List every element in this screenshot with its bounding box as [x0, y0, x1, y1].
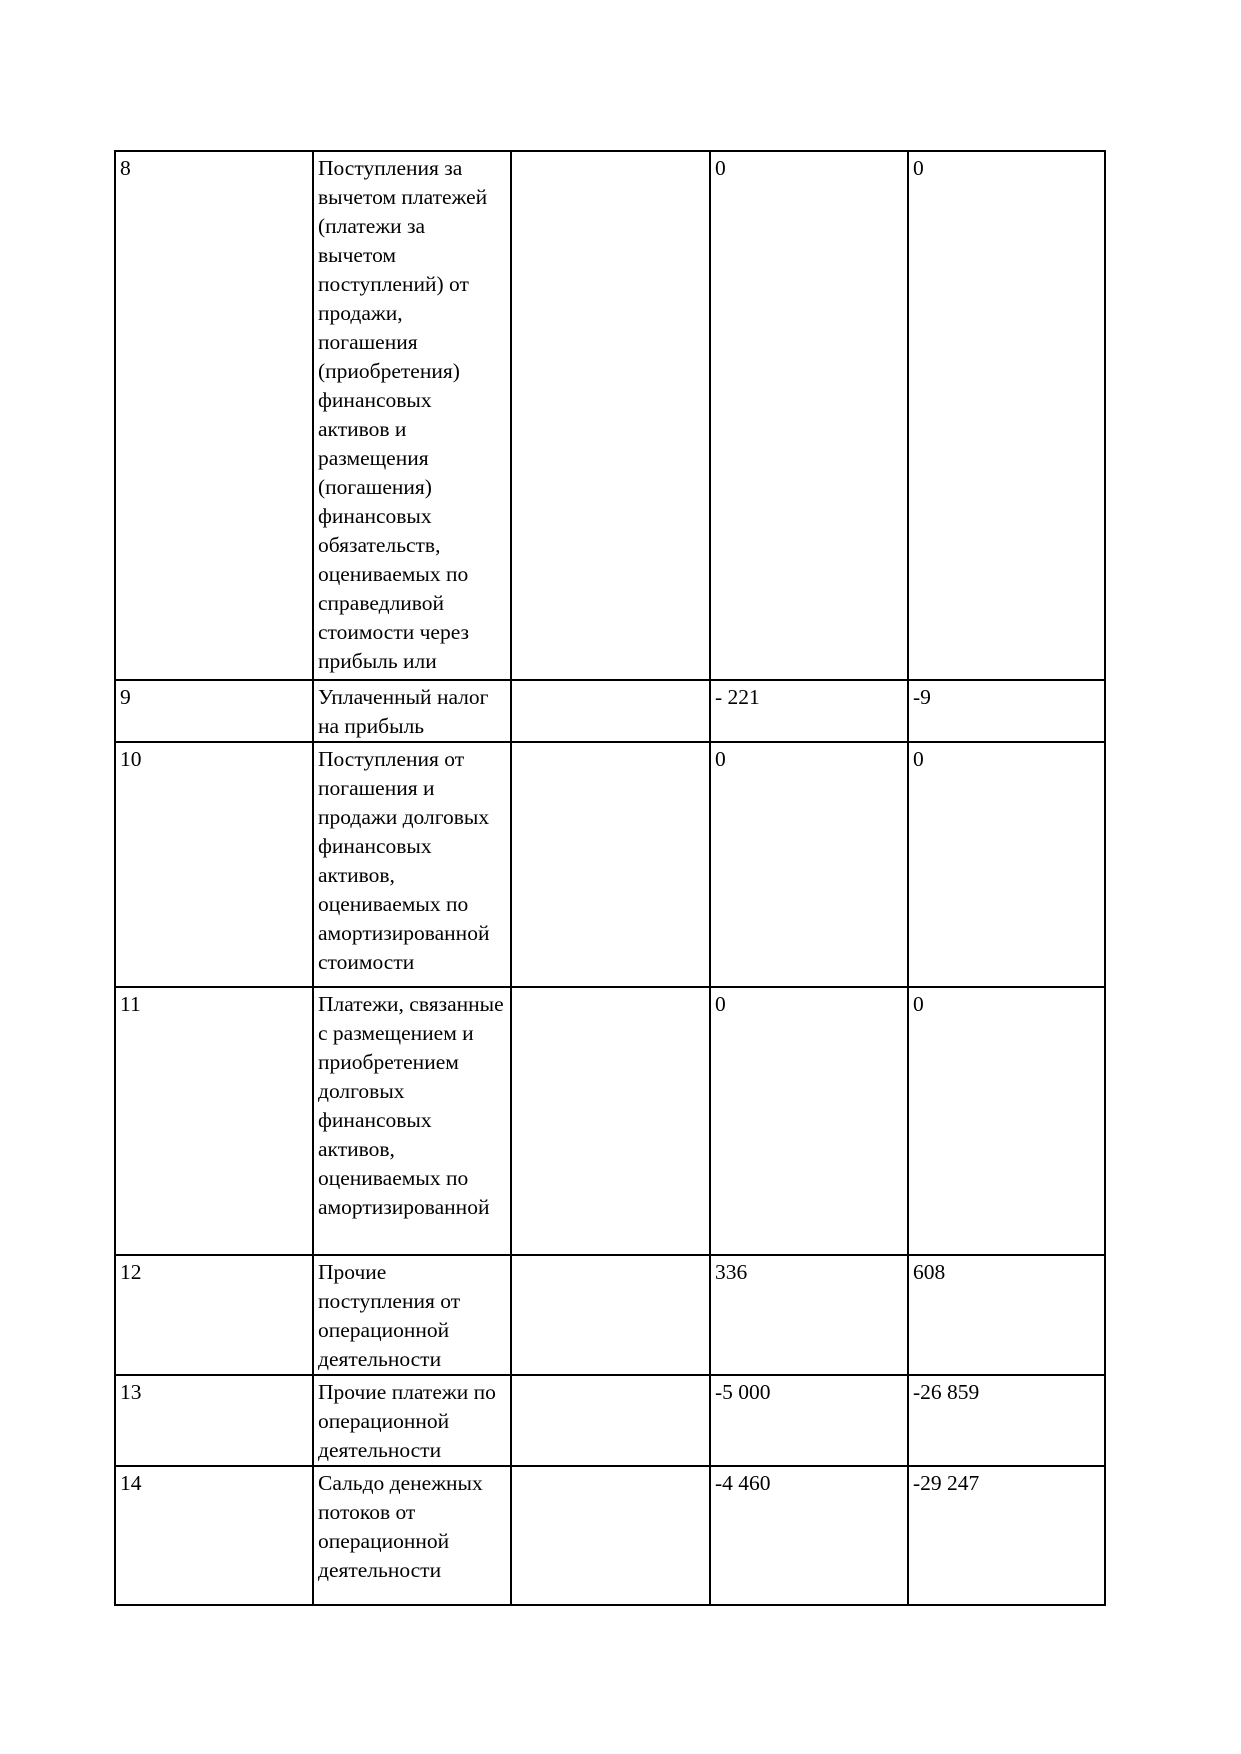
current-period-cell	[710, 151, 908, 680]
previous-period-cell	[908, 151, 1105, 680]
row-label-cell	[313, 151, 511, 680]
table-row	[115, 742, 1105, 987]
row-label-cell	[313, 987, 511, 1255]
previous-period-value: 0	[913, 992, 924, 1016]
table-row	[115, 1375, 1105, 1466]
cash-flow-table	[114, 150, 1106, 1606]
row-note-cell	[511, 1375, 710, 1466]
current-period-value: - 221	[715, 685, 760, 709]
previous-period-cell	[908, 987, 1105, 1255]
current-period-value: 336	[715, 1260, 748, 1284]
row-number-cell	[115, 1255, 313, 1375]
table-row	[115, 151, 1105, 680]
row-label: Уплаченный налог на прибыль	[318, 685, 489, 738]
previous-period-cell	[908, 1466, 1105, 1605]
current-period-value: -4 460	[715, 1471, 771, 1495]
row-number-cell	[115, 742, 313, 987]
row-note-cell	[511, 1255, 710, 1375]
row-label-cell	[313, 742, 511, 987]
row-number: 9	[120, 685, 131, 709]
row-number-cell	[115, 987, 313, 1255]
previous-period-cell	[908, 1375, 1105, 1466]
current-period-cell	[710, 1466, 908, 1605]
row-label: Платежи, связанные с размещением и приобретением долговых финансовых активов, оцениваемых по амортизированной	[318, 992, 504, 1219]
previous-period-value: -29 247	[913, 1471, 980, 1495]
row-number: 8	[120, 156, 131, 180]
row-number: 11	[120, 992, 141, 1016]
row-label-cell	[313, 680, 511, 742]
previous-period-value: -26 859	[913, 1380, 980, 1404]
row-note-cell	[511, 987, 710, 1255]
row-note-cell	[511, 1466, 710, 1605]
previous-period-cell	[908, 680, 1105, 742]
row-label: Прочие платежи по операционной деятельности	[318, 1380, 496, 1462]
row-number-cell	[115, 1375, 313, 1466]
row-number: 12	[120, 1260, 142, 1284]
row-label: Сальдо денежных потоков от операционной деятельности	[318, 1471, 483, 1582]
previous-period-value: 0	[913, 156, 924, 180]
table-row	[115, 1255, 1105, 1375]
row-label: Прочие поступления от операционной деятельности	[318, 1260, 461, 1371]
row-label-cell	[313, 1466, 511, 1605]
row-number-cell	[115, 151, 313, 680]
row-number: 10	[120, 747, 142, 771]
current-period-value: 0	[715, 992, 726, 1016]
row-number: 13	[120, 1380, 142, 1404]
row-note-cell	[511, 742, 710, 987]
previous-period-cell	[908, 742, 1105, 987]
current-period-value: 0	[715, 156, 726, 180]
row-label: Поступления от погашения и продажи долговых финансовых активов, оцениваемых по амортизированной стоимости	[318, 747, 490, 974]
current-period-cell	[710, 1255, 908, 1375]
row-note-cell	[511, 151, 710, 680]
previous-period-cell	[908, 1255, 1105, 1375]
row-label-cell	[313, 1255, 511, 1375]
row-number: 14	[120, 1471, 142, 1495]
current-period-cell	[710, 987, 908, 1255]
previous-period-value: -9	[913, 685, 931, 709]
current-period-cell	[710, 742, 908, 987]
previous-period-value: 608	[913, 1260, 946, 1284]
row-label: Поступления за вычетом платежей (платежи за вычетом поступлений) от продажи, погашения (приобретения) финансовых активов и размещения (погашения) финансовых обязательств, оцениваемых по справедливой стоимости через прибыль или	[318, 156, 488, 673]
table-row	[115, 680, 1105, 742]
row-number-cell	[115, 1466, 313, 1605]
row-label-cell	[313, 1375, 511, 1466]
current-period-cell	[710, 1375, 908, 1466]
current-period-cell	[710, 680, 908, 742]
previous-period-value: 0	[913, 747, 924, 771]
current-period-value: -5 000	[715, 1380, 771, 1404]
table-row	[115, 987, 1105, 1255]
table-row	[115, 1466, 1105, 1605]
current-period-value: 0	[715, 747, 726, 771]
row-note-cell	[511, 680, 710, 742]
row-number-cell	[115, 680, 313, 742]
